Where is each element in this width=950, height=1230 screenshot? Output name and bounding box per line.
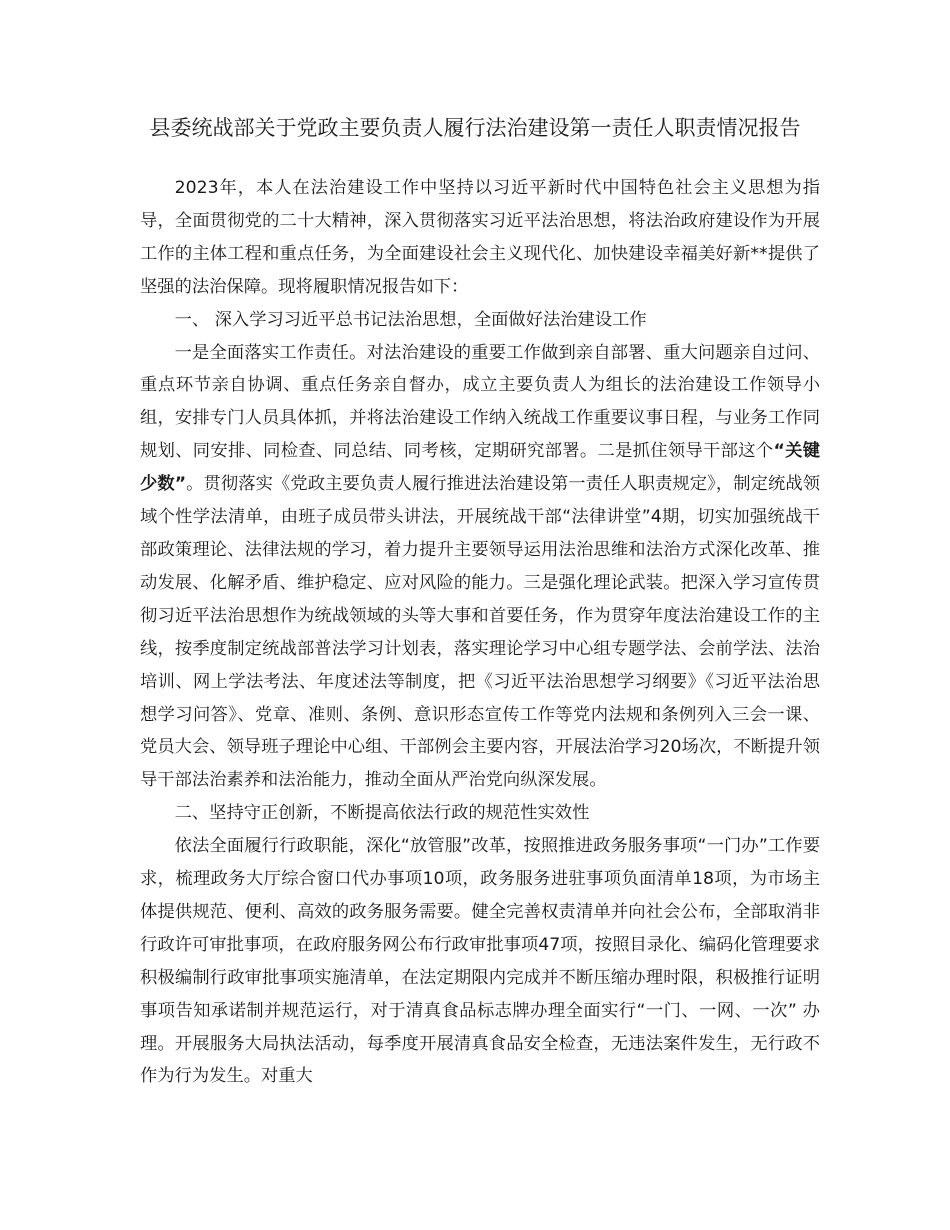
section-1-bold-phrase: “关键少数” [140, 441, 820, 495]
section-heading-1: 一、 深入学习习近平总书记法治思想，全面做好法治建设工作 [174, 309, 647, 330]
section-2-paragraph: 依法全面履行行政职能，深化“放管服”改革，按照推进政务服务事项“一门办”工作要求，梳理政务大厅综合窗口代办事项10项，政务服务进驻事项负面清单18项，为市场主体提供规范、便利、高效的政务服务需要。健全完善权责清单并向社会公布，全部取消非行政许可审批事项，在政府服务网公布行政审批事项47项，按照目录化、编码化管理要求积极编制行政审批事项实施清单，在法定期限内完成并不断压缩办理时限，积极推行证明事项告知承诺制并规范运行，对于清真食品标志牌办理全面实行“一门、一网、一次” 办理。开展服务大局执法活动，每季度开展清真食品安全检查，无违法案件发生，无行政不作为行为发生。对重大 [140, 836, 820, 1087]
document-title: 县委统战部关于党政主要负责人履行法治建设第一责任人职责情况报告 [149, 116, 801, 140]
document-body [140, 172, 820, 1093]
section-heading-2: 二、坚持守正创新，不断提高依法行政的规范性实效性 [174, 803, 590, 824]
intro-paragraph: 2023年，本人在法治建设工作中坚持以习近平新时代中国特色社会主义思想为指导，全面贯彻党的二十大精神，深入贯彻落实习近平法治思想，将法治政府建设作为开展工作的主体工程和重点任务，为全面建设社会主义现代化、加快建设幸福美好新**提供了坚强的法治保障。现将履职情况报告如下： [140, 178, 820, 297]
section-1-text-before-bold: 一是全面落实工作责任。对法治建设的重要工作做到亲自部署、重大问题亲自过问、重点环节亲自协调、重点任务亲自督办，成立主要负责人为组长的法治建设工作领导小组，安排专门人员具体抓，并将法治建设工作纳入统战工作重要议事日程，与业务工作同规划、同安排、同检查、同总结、同考核，定期研究部署。二是抓住领导干部这个 [140, 342, 820, 462]
section-1-paragraph [140, 337, 820, 798]
section-1-text-after-bold: 。贯彻落实《党政主要负责人履行推进法治建设第一责任人职责规定》，制定统战领域个性学法清单，由班子成员带头讲法，开展统战干部“法律讲堂”4期，切实加强统战干部政策理论、法律法规的学习，着力提升主要领导运用法治思维和法治方式深化改革、推动发展、化解矛盾、维护稳定、应对风险的能力。三是强化理论武装。把深入学习宣传贯彻习近平法治思想作为统战领域的头等大事和首要任务，作为贯穿年度法治建设工作的主线，按季度制定统战部普法学习计划表，落实理论学习中心组专题学法、会前学法、法治培训、网上学法考法、年度述法等制度，把《习近平法治思想学习纲要》《习近平法治思想学习问答》、党章、准则、条例、意识形态宣传工作等党内法规和条例列入三会一课、党员大会、领导班子理论中心组、干部例会主要内容，开展法治学习20场次，不断提升领导干部法治素养和法治能力，推动全面从严治党向纵深发展。 [140, 474, 820, 791]
